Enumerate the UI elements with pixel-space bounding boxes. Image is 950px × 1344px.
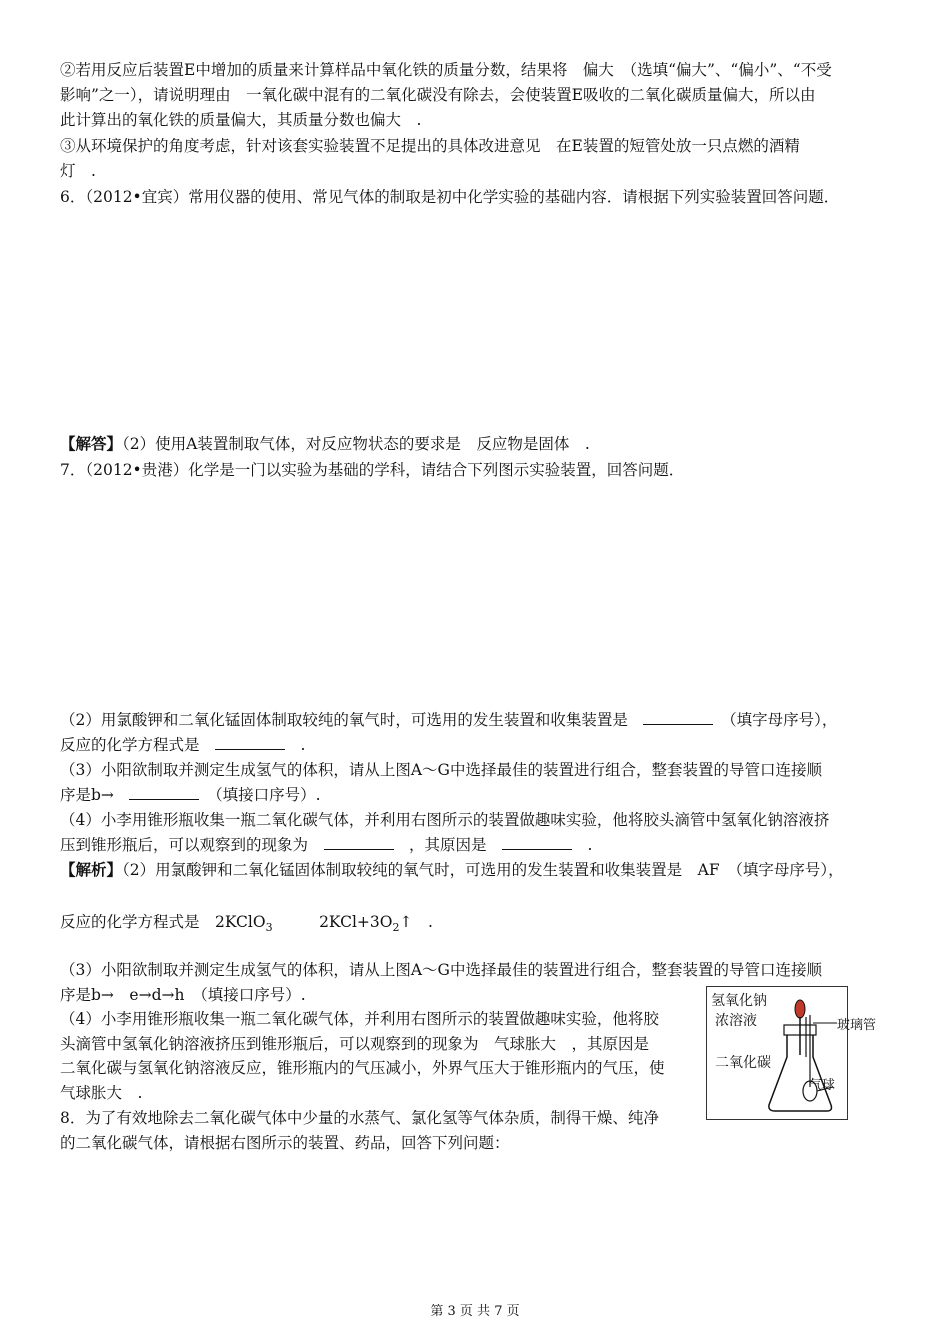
text-line: ②若用反应后装置E中增加的质量来计算样品中氧化铁的质量分数，结果将 偏大 （选填“偏大”、“偏小”、“不受 <box>60 61 832 79</box>
text-line: 二氧化碳与氢氧化钠溶液反应，锥形瓶内的气压减小，外界气压大于锥形瓶内的气压，使 <box>60 1059 665 1077</box>
text-span: ，其原因是 <box>393 836 503 854</box>
analysis-text: （2）用氯酸钾和二氧化锰固体制取较纯的氧气时，可选用的发生装置和收集装置是 AF （填字母序号）， <box>122 861 844 879</box>
answer-blank <box>502 835 572 850</box>
text-line: （4）小李用锥形瓶收集一瓶二氧化碳气体，并利用右图所示的装置做趣味实验，他将胶头滴管中氢氧化钠溶液挤 <box>60 811 830 829</box>
text-line: ③从环境保护的角度考虑，针对该套实验装置不足提出的具体改进意见 在E装置的短管处放一只点燃的酒精 <box>60 137 800 155</box>
label-co2: 二氧化碳 <box>715 1055 771 1071</box>
question-8: 8．为了有效地除去二氧化碳气体中少量的水蒸气、氯化氢等气体杂质，制得干燥、纯净 <box>60 1109 659 1127</box>
text-span: . <box>285 736 306 754</box>
text-span: 压到锥形瓶后，可以观察到的现象为 <box>60 836 324 854</box>
text-line: 此计算出的氧化铁的质量偏大，其质量分数也偏大 . <box>60 111 422 129</box>
text-line: 序是b→ e→d→h （填接口序号）. <box>60 986 306 1004</box>
equation-line <box>60 912 433 934</box>
text-line: 灯 . <box>60 162 96 180</box>
text-line: 影响”之一），请说明理由 一氧化碳中混有的二氧化碳没有除去，会使装置E吸收的二氧化碳质量偏大，所以由 <box>60 86 816 104</box>
analysis-line <box>60 860 844 880</box>
question-6: 6．（2012•宜宾）常用仪器的使用、常见气体的制取是初中化学实验的基础内容．请根据下列实验装置回答问题． <box>60 188 840 206</box>
label-glass-tube: 玻璃管 <box>837 1018 877 1033</box>
label-solution: 浓溶液 <box>715 1013 757 1029</box>
text-line: （3）小阳欲制取并测定生成氢气的体积，请从上图A～G中选择最佳的装置进行组合，整套装置的导管口连接顺 <box>60 961 822 979</box>
answer-blank <box>643 710 713 725</box>
label-naoh: 氢氧化钠 <box>711 993 767 1009</box>
text-span: 2KCl+3O <box>272 913 393 931</box>
answer-blank <box>215 735 285 750</box>
text-span: ↑ . <box>399 913 433 931</box>
answer-text: （2）使用A装置制取气体，对反应物状态的要求是 反应物是固体 . <box>122 435 590 453</box>
subscript: 3 <box>265 921 273 934</box>
flask-diagram <box>707 987 877 1119</box>
text-line: 气球胀大 . <box>60 1084 143 1102</box>
text-span: 反应的化学方程式是 <box>60 736 216 754</box>
subscript: 2 <box>392 921 400 934</box>
answer-blank <box>324 835 394 850</box>
text-line: 头滴管中氢氧化钠溶液挤压到锥形瓶后，可以观察到的现象为 气球胀大 ，其原因是 <box>60 1035 650 1053</box>
text-span: . <box>572 836 593 854</box>
label-balloon: 气球 <box>809 1078 836 1093</box>
text-span: 序是b→ <box>60 786 130 804</box>
page-footer: 第 3 页 共 7 页 <box>430 1304 520 1319</box>
analysis-tag: 【解析】 <box>60 860 123 879</box>
text-line <box>60 785 321 805</box>
text-span: （2）用氯酸钾和二氧化锰固体制取较纯的氧气时，可选用的发生装置和收集装置是 <box>60 711 644 729</box>
text-line <box>60 735 305 755</box>
text-line: 的二氧化碳气体，请根据右图所示的装置、药品，回答下列问题： <box>60 1134 510 1152</box>
text-span: （填接口序号）. <box>199 786 321 804</box>
question-7: 7．（2012•贵港）化学是一门以实验为基础的学科，请结合下列图示实验装置，回答问题． <box>60 461 685 479</box>
text-line: （4）小李用锥形瓶收集一瓶二氧化碳气体，并利用右图所示的装置做趣味实验，他将胶 <box>60 1010 659 1028</box>
text-line <box>60 835 592 855</box>
answer-blank <box>129 785 199 800</box>
text-span: （填字母序号）， <box>713 711 838 729</box>
answer-line <box>60 434 590 454</box>
text-span: 反应的化学方程式是 2KClO <box>60 913 266 931</box>
text-line <box>60 710 837 730</box>
experiment-figure <box>706 986 877 1120</box>
text-line: （3）小阳欲制取并测定生成氢气的体积，请从上图A～G中选择最佳的装置进行组合，整套装置的导管口连接顺 <box>60 761 822 779</box>
answer-tag: 【解答】 <box>60 434 123 453</box>
